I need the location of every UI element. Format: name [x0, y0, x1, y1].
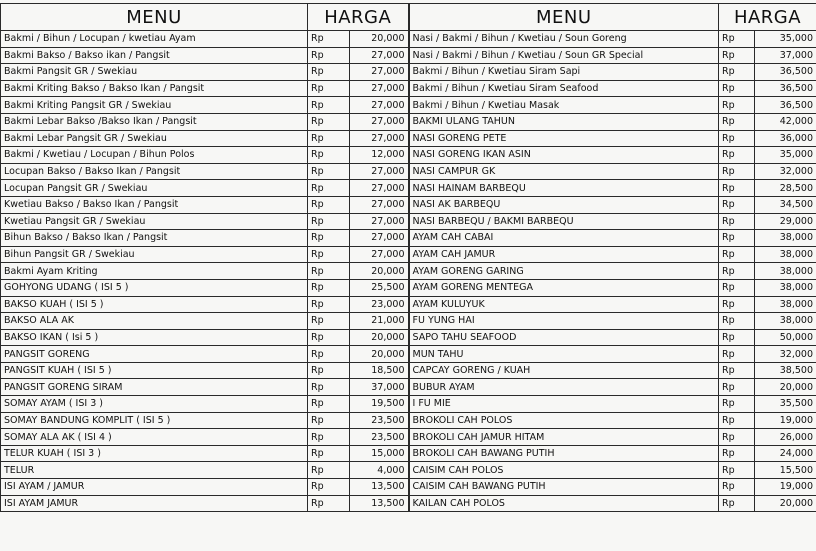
- left-item-currency: Rp: [308, 163, 350, 180]
- right-item-price: 38,000: [755, 246, 816, 263]
- right-item-currency: Rp: [719, 31, 755, 48]
- left-item-currency: Rp: [308, 445, 350, 462]
- right-item-name: NASI GORENG PETE: [409, 130, 719, 147]
- menu-row: [1, 346, 816, 363]
- left-item-currency: Rp: [308, 462, 350, 479]
- left-item-name: PANGSIT GORENG: [1, 346, 308, 363]
- right-item-price: 32,000: [755, 346, 816, 363]
- left-item-name: Bihun Bakso / Bakso Ikan / Pangsit: [1, 230, 308, 247]
- right-item-currency: Rp: [719, 196, 755, 213]
- right-item-price: 38,000: [755, 279, 816, 296]
- left-item-price: 37,000: [350, 379, 409, 396]
- left-item-price: 27,000: [350, 97, 409, 114]
- right-item-name: Bakmi / Bihun / Kwetiau Masak: [409, 97, 719, 114]
- left-item-currency: Rp: [308, 97, 350, 114]
- right-item-currency: Rp: [719, 495, 755, 512]
- right-item-price: 38,000: [755, 230, 816, 247]
- right-item-currency: Rp: [719, 130, 755, 147]
- right-item-currency: Rp: [719, 113, 755, 130]
- left-item-currency: Rp: [308, 80, 350, 97]
- left-item-price: 13,500: [350, 479, 409, 496]
- right-item-price: 29,000: [755, 213, 816, 230]
- left-item-name: PANGSIT KUAH ( ISI 5 ): [1, 362, 308, 379]
- menu-row: [1, 396, 816, 413]
- menu-row: [1, 80, 816, 97]
- left-item-price: 27,000: [350, 64, 409, 81]
- left-item-name: Bakmi Kriting Pangsit GR / Swekiau: [1, 97, 308, 114]
- menu-row: [1, 296, 816, 313]
- left-item-price: 20,000: [350, 329, 409, 346]
- menu-row: [1, 429, 816, 446]
- left-item-price: 25,500: [350, 279, 409, 296]
- left-item-price: 27,000: [350, 180, 409, 197]
- right-item-currency: Rp: [719, 47, 755, 64]
- right-item-price: 19,000: [755, 479, 816, 496]
- left-item-currency: Rp: [308, 31, 350, 48]
- left-item-currency: Rp: [308, 495, 350, 512]
- left-item-name: ISI AYAM / JAMUR: [1, 479, 308, 496]
- right-item-name: FU YUNG HAI: [409, 313, 719, 330]
- left-item-name: Bakmi / Kwetiau / Locupan / Bihun Polos: [1, 147, 308, 164]
- right-item-currency: Rp: [719, 180, 755, 197]
- left-item-price: 27,000: [350, 113, 409, 130]
- right-item-name: NASI AK BARBEQU: [409, 196, 719, 213]
- left-item-name: ISI AYAM JAMUR: [1, 495, 308, 512]
- right-item-currency: Rp: [719, 163, 755, 180]
- left-item-name: TELUR KUAH ( ISI 3 ): [1, 445, 308, 462]
- left-item-currency: Rp: [308, 230, 350, 247]
- right-item-price: 38,000: [755, 263, 816, 280]
- right-item-currency: Rp: [719, 64, 755, 81]
- right-item-currency: Rp: [719, 329, 755, 346]
- left-item-price: 12,000: [350, 147, 409, 164]
- right-item-name: Bakmi / Bihun / Kwetiau Siram Sapi: [409, 64, 719, 81]
- right-item-name: NASI GORENG IKAN ASIN: [409, 147, 719, 164]
- left-item-name: SOMAY ALA AK ( ISI 4 ): [1, 429, 308, 446]
- left-item-price: 23,500: [350, 412, 409, 429]
- menu-row: [1, 196, 816, 213]
- left-item-currency: Rp: [308, 213, 350, 230]
- menu-row: [1, 113, 816, 130]
- left-item-currency: Rp: [308, 47, 350, 64]
- right-item-price: 35,500: [755, 396, 816, 413]
- right-item-currency: Rp: [719, 412, 755, 429]
- left-item-name: TELUR: [1, 462, 308, 479]
- menu-row: [1, 163, 816, 180]
- menu-row: [1, 64, 816, 81]
- left-item-name: Locupan Bakso / Bakso Ikan / Pangsit: [1, 163, 308, 180]
- left-item-price: 15,000: [350, 445, 409, 462]
- left-item-name: Bakmi Lebar Pangsit GR / Swekiau: [1, 130, 308, 147]
- right-item-name: CAISIM CAH POLOS: [409, 462, 719, 479]
- right-item-name: NASI CAMPUR GK: [409, 163, 719, 180]
- right-item-name: CAISIM CAH BAWANG PUTIH: [409, 479, 719, 496]
- menu-row: [1, 97, 816, 114]
- right-item-price: 15,500: [755, 462, 816, 479]
- menu-row: [1, 462, 816, 479]
- right-item-currency: Rp: [719, 362, 755, 379]
- header-row: [1, 4, 816, 31]
- menu-row: [1, 479, 816, 496]
- right-item-currency: Rp: [719, 296, 755, 313]
- left-item-price: 27,000: [350, 47, 409, 64]
- right-item-price: 38,000: [755, 313, 816, 330]
- left-item-name: Locupan Pangsit GR / Swekiau: [1, 180, 308, 197]
- left-item-price: 27,000: [350, 80, 409, 97]
- left-item-price: 27,000: [350, 196, 409, 213]
- right-item-price: 36,000: [755, 130, 816, 147]
- left-item-price: 23,000: [350, 296, 409, 313]
- left-item-currency: Rp: [308, 130, 350, 147]
- menu-row: [1, 445, 816, 462]
- right-item-currency: Rp: [719, 80, 755, 97]
- menu-row: [1, 379, 816, 396]
- left-item-price: 27,000: [350, 163, 409, 180]
- right-item-currency: Rp: [719, 313, 755, 330]
- left-item-name: Bakmi Lebar Bakso /Bakso Ikan / Pangsit: [1, 113, 308, 130]
- menu-row: [1, 313, 816, 330]
- left-item-currency: Rp: [308, 180, 350, 197]
- left-item-price: 20,000: [350, 263, 409, 280]
- right-item-price: 50,000: [755, 329, 816, 346]
- menu-row: [1, 230, 816, 247]
- menu-row: [1, 362, 816, 379]
- menu-body: [1, 31, 816, 512]
- left-item-price: 13,500: [350, 495, 409, 512]
- menu-header-right: MENU: [409, 4, 719, 31]
- right-item-currency: Rp: [719, 213, 755, 230]
- right-item-price: 34,500: [755, 196, 816, 213]
- menu-row: [1, 329, 816, 346]
- right-item-name: Bakmi / Bihun / Kwetiau Siram Seafood: [409, 80, 719, 97]
- right-item-currency: Rp: [719, 246, 755, 263]
- right-item-name: KAILAN CAH POLOS: [409, 495, 719, 512]
- left-item-name: BAKSO IKAN ( Isi 5 ): [1, 329, 308, 346]
- left-item-name: Bakmi / Bihun / Locupan / kwetiau Ayam: [1, 31, 308, 48]
- right-item-name: BROKOLI CAH POLOS: [409, 412, 719, 429]
- menu-row: [1, 412, 816, 429]
- left-item-name: GOHYONG UDANG ( ISI 5 ): [1, 279, 308, 296]
- right-item-name: I FU MIE: [409, 396, 719, 413]
- menu-header-left: MENU: [1, 4, 308, 31]
- right-item-price: 19,000: [755, 412, 816, 429]
- right-item-name: AYAM GORENG MENTEGA: [409, 279, 719, 296]
- left-item-currency: Rp: [308, 263, 350, 280]
- left-item-name: Bakmi Pangsit GR / Swekiau: [1, 64, 308, 81]
- left-item-currency: Rp: [308, 329, 350, 346]
- menu-row: [1, 47, 816, 64]
- left-item-currency: Rp: [308, 279, 350, 296]
- right-item-name: NASI BARBEQU / BAKMI BARBEQU: [409, 213, 719, 230]
- left-item-name: Kwetiau Pangsit GR / Swekiau: [1, 213, 308, 230]
- right-item-currency: Rp: [719, 462, 755, 479]
- right-item-name: BROKOLI CAH JAMUR HITAM: [409, 429, 719, 446]
- left-item-currency: Rp: [308, 296, 350, 313]
- right-item-price: 42,000: [755, 113, 816, 130]
- right-item-name: Nasi / Bakmi / Bihun / Kwetiau / Soun GR Special: [409, 47, 719, 64]
- harga-header-right: HARGA: [719, 4, 816, 31]
- menu-row: [1, 263, 816, 280]
- right-item-name: BAKMI ULANG TAHUN: [409, 113, 719, 130]
- right-item-currency: Rp: [719, 479, 755, 496]
- left-item-price: 20,000: [350, 346, 409, 363]
- menu-row: [1, 130, 816, 147]
- harga-header-left: HARGA: [308, 4, 409, 31]
- left-item-name: PANGSIT GORENG SIRAM: [1, 379, 308, 396]
- right-item-currency: Rp: [719, 445, 755, 462]
- right-item-price: 20,000: [755, 379, 816, 396]
- left-item-price: 18,500: [350, 362, 409, 379]
- right-item-currency: Rp: [719, 379, 755, 396]
- left-item-name: Bakmi Kriting Bakso / Bakso Ikan / Pangsit: [1, 80, 308, 97]
- left-item-price: 4,000: [350, 462, 409, 479]
- left-item-currency: Rp: [308, 396, 350, 413]
- right-item-price: 36,500: [755, 97, 816, 114]
- left-item-name: BAKSO ALA AK: [1, 313, 308, 330]
- right-item-name: AYAM CAH JAMUR: [409, 246, 719, 263]
- right-item-name: BROKOLI CAH BAWANG PUTIH: [409, 445, 719, 462]
- left-item-currency: Rp: [308, 64, 350, 81]
- menu-row: [1, 495, 816, 512]
- left-item-currency: Rp: [308, 379, 350, 396]
- left-item-price: 20,000: [350, 31, 409, 48]
- right-item-currency: Rp: [719, 279, 755, 296]
- right-item-price: 38,500: [755, 362, 816, 379]
- right-item-name: NASI HAINAM BARBEQU: [409, 180, 719, 197]
- right-item-currency: Rp: [719, 230, 755, 247]
- right-item-name: AYAM CAH CABAI: [409, 230, 719, 247]
- left-item-currency: Rp: [308, 429, 350, 446]
- left-item-currency: Rp: [308, 313, 350, 330]
- left-item-name: Bakmi Ayam Kriting: [1, 263, 308, 280]
- left-item-currency: Rp: [308, 246, 350, 263]
- right-item-currency: Rp: [719, 429, 755, 446]
- left-item-price: 27,000: [350, 213, 409, 230]
- left-item-name: SOMAY BANDUNG KOMPLIT ( ISI 5 ): [1, 412, 308, 429]
- right-item-price: 24,000: [755, 445, 816, 462]
- right-item-name: SAPO TAHU SEAFOOD: [409, 329, 719, 346]
- right-item-name: BUBUR AYAM: [409, 379, 719, 396]
- right-item-currency: Rp: [719, 97, 755, 114]
- left-item-currency: Rp: [308, 346, 350, 363]
- left-item-price: 21,000: [350, 313, 409, 330]
- left-item-name: SOMAY AYAM ( ISI 3 ): [1, 396, 308, 413]
- right-item-price: 35,000: [755, 31, 816, 48]
- menu-row: [1, 180, 816, 197]
- right-item-currency: Rp: [719, 147, 755, 164]
- menu-row: [1, 213, 816, 230]
- left-item-currency: Rp: [308, 412, 350, 429]
- right-item-name: AYAM GORENG GARING: [409, 263, 719, 280]
- menu-row: [1, 279, 816, 296]
- left-item-currency: Rp: [308, 147, 350, 164]
- right-item-price: 20,000: [755, 495, 816, 512]
- right-item-price: 26,000: [755, 429, 816, 446]
- left-item-name: Kwetiau Bakso / Bakso Ikan / Pangsit: [1, 196, 308, 213]
- left-item-currency: Rp: [308, 479, 350, 496]
- left-item-price: 23,500: [350, 429, 409, 446]
- right-item-name: AYAM KULUYUK: [409, 296, 719, 313]
- menu-row: [1, 147, 816, 164]
- menu-row: [1, 246, 816, 263]
- left-item-price: 19,500: [350, 396, 409, 413]
- left-item-currency: Rp: [308, 113, 350, 130]
- right-item-price: 38,000: [755, 296, 816, 313]
- left-item-name: Bihun Pangsit GR / Swekiau: [1, 246, 308, 263]
- right-item-currency: Rp: [719, 346, 755, 363]
- left-item-currency: Rp: [308, 196, 350, 213]
- menu-row: [1, 31, 816, 48]
- left-item-price: 27,000: [350, 230, 409, 247]
- right-item-price: 36,500: [755, 80, 816, 97]
- right-item-price: 36,500: [755, 64, 816, 81]
- right-item-name: CAPCAY GORENG / KUAH: [409, 362, 719, 379]
- left-item-name: BAKSO KUAH ( ISI 5 ): [1, 296, 308, 313]
- right-item-currency: Rp: [719, 396, 755, 413]
- right-item-price: 28,500: [755, 180, 816, 197]
- right-item-currency: Rp: [719, 263, 755, 280]
- left-item-price: 27,000: [350, 130, 409, 147]
- right-item-price: 37,000: [755, 47, 816, 64]
- left-item-price: 27,000: [350, 246, 409, 263]
- right-item-price: 35,000: [755, 147, 816, 164]
- right-item-price: 32,000: [755, 163, 816, 180]
- menu-table: [0, 3, 816, 512]
- left-item-name: Bakmi Bakso / Bakso ikan / Pangsit: [1, 47, 308, 64]
- right-item-name: Nasi / Bakmi / Bihun / Kwetiau / Soun Goreng: [409, 31, 719, 48]
- right-item-name: MUN TAHU: [409, 346, 719, 363]
- left-item-currency: Rp: [308, 362, 350, 379]
